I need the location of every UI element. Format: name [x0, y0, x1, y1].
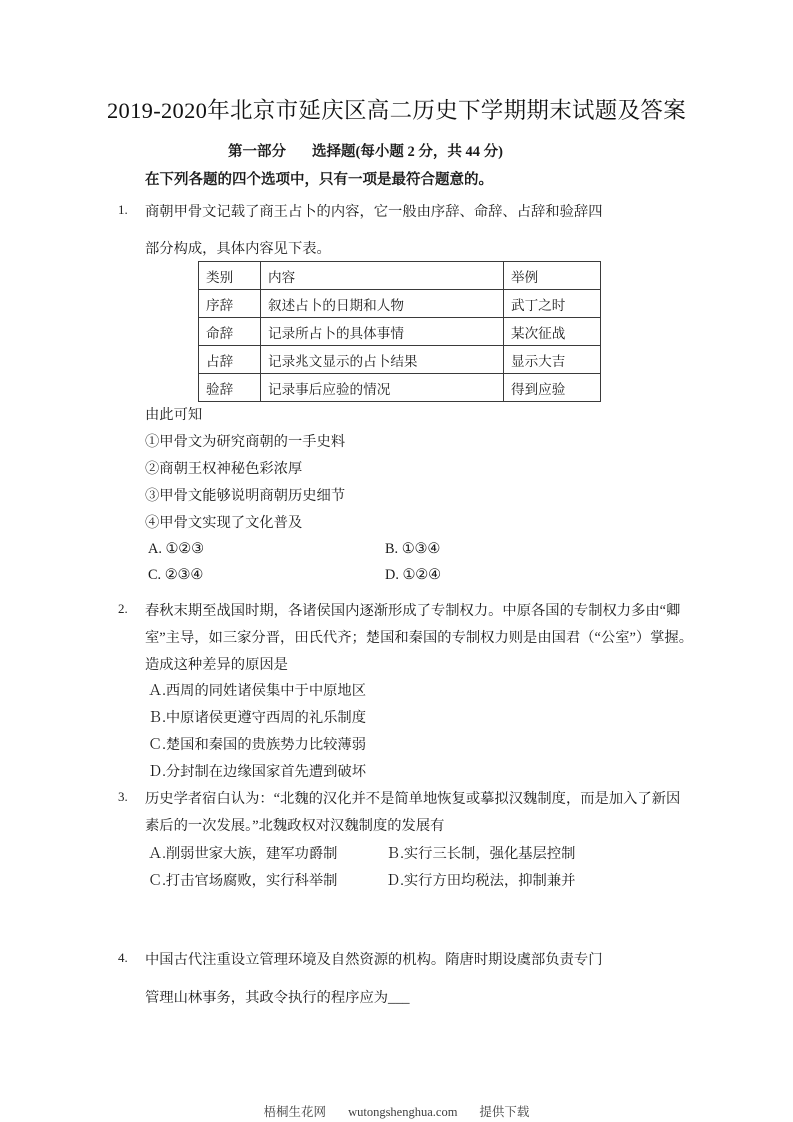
footer-action: 提供下载 [479, 1105, 530, 1119]
question-2-stem-line-2: 室”主导，如三家分晋，田氏代齐；楚国和秦国的专制权力则是由国君（“公室”）掌握。 [145, 630, 694, 646]
question-1-option-d[interactable] [385, 567, 441, 584]
question-3-option-d[interactable]: Ｄ.实行方田均税法，抑制兼并 [386, 873, 576, 889]
question-number-4: 4. [118, 950, 128, 965]
question-number-3: 3. [118, 789, 128, 804]
oracle-bone-table [198, 261, 601, 402]
question-number-2: 2. [118, 601, 128, 616]
part-label: 第一部分 [228, 144, 286, 160]
question-2-option-a[interactable]: Ａ.西周的同姓诸侯集中于中原地区 [148, 683, 367, 699]
table-cell-content: 记录兆文显示的占卜结果 [261, 346, 504, 374]
page-title: 2019-2020年北京市延庆区高二历史下学期期末试题及答案 [107, 98, 686, 123]
table-cell-example: 显示大吉 [504, 346, 601, 374]
table-row [199, 346, 601, 374]
section-header [228, 140, 503, 161]
question-1-stem-line-1: 商朝甲骨文记载了商王占卜的内容，它一般由序辞、命辞、占辞和验辞四 [145, 204, 603, 220]
table-cell-content: 叙述占卜的日期和人物 [261, 290, 504, 318]
question-1-option-c[interactable] [148, 567, 203, 584]
question-1-lead-in: 由此可知 [145, 407, 203, 423]
question-1-statement-2: ②商朝王权神秘色彩浓厚 [145, 461, 303, 477]
table-row [199, 374, 601, 402]
table-header-cell-content: 内容 [261, 262, 504, 290]
question-4-stem-line-1: 中国古代注重设立管理环境及自然资源的机构。隋唐时期设虞部负责专门 [145, 952, 603, 968]
table-cell-category: 验辞 [199, 374, 261, 402]
question-1-statement-3: ③甲骨文能够说明商朝历史细节 [145, 488, 346, 504]
table-row [199, 318, 601, 346]
question-1-statement-4: ④甲骨文实现了文化普及 [145, 515, 303, 531]
part-title: 选择题(每小题 2 分，共 44 分) [312, 144, 503, 160]
table-cell-category: 序辞 [199, 290, 261, 318]
table-cell-content: 记录所占卜的具体事情 [261, 318, 504, 346]
question-2-stem-line-3: 造成这种差异的原因是 [145, 657, 288, 673]
question-2-option-c[interactable]: Ｃ.楚国和秦国的贵族势力比较薄弱 [148, 737, 367, 753]
question-1-stem-line-2: 部分构成，具体内容见下表。 [145, 241, 331, 257]
question-1-option-b[interactable] [385, 541, 440, 558]
table-cell-example: 武丁之时 [504, 290, 601, 318]
table-header-cell-category: 类别 [199, 262, 261, 290]
table-row [199, 290, 601, 318]
question-3-stem-line-1: 历史学者宿白认为：“北魏的汉化并不是简单地恢复或摹拟汉魏制度，而是加入了新因 [145, 791, 681, 807]
footer-domain: wutongshenghua.com [348, 1105, 458, 1119]
question-2-option-b[interactable]: Ｂ.中原诸侯更遵守西周的礼乐制度 [148, 710, 367, 726]
option-text: ①③④ [401, 541, 441, 557]
option-label: A. [148, 541, 162, 557]
option-label: D. [385, 567, 399, 583]
question-1-option-a[interactable] [148, 541, 204, 558]
question-1-statement-1: ①甲骨文为研究商朝的一手史料 [145, 434, 346, 450]
instruction-text: 在下列各题的四个选项中，只有一项是最符合题意的。 [145, 172, 493, 188]
option-text: ②③④ [164, 567, 204, 583]
table-cell-category: 命辞 [199, 318, 261, 346]
question-2-stem-line-1: 春秋末期至战国时期，各诸侯国内逐渐形成了专制权力。中原各国的专制权力多由“卿 [145, 603, 681, 619]
option-label: C. [148, 567, 162, 583]
option-text: ①②③ [165, 541, 204, 557]
question-3-option-c[interactable]: Ｃ.打击官场腐败，实行科举制 [148, 873, 338, 889]
option-label: B. [385, 541, 399, 557]
table-cell-content: 记录事后应验的情况 [261, 374, 504, 402]
question-2-option-d[interactable]: Ｄ.分封制在边缘国家首先遭到破坏 [148, 764, 367, 780]
option-text: ①②④ [402, 567, 441, 583]
question-3-option-a[interactable]: Ａ.削弱世家大族，建军功爵制 [148, 846, 338, 862]
question-4-stem-line-2: 管理山林事务，其政令执行的程序应为___ [145, 990, 410, 1006]
table-header-cell-example: 举例 [504, 262, 601, 290]
footer [0, 1102, 793, 1120]
table-cell-example: 某次征战 [504, 318, 601, 346]
table-cell-example: 得到应验 [504, 374, 601, 402]
question-3-option-b[interactable]: Ｂ.实行三长制，强化基层控制 [386, 846, 576, 862]
table-header-row [199, 262, 601, 290]
question-number-1: 1. [118, 202, 128, 217]
footer-site-name: 梧桐生花网 [263, 1105, 327, 1119]
table-cell-category: 占辞 [199, 346, 261, 374]
question-3-stem-line-2: 素后的一次发展。”北魏政权对汉魏制度的发展有 [145, 818, 445, 834]
